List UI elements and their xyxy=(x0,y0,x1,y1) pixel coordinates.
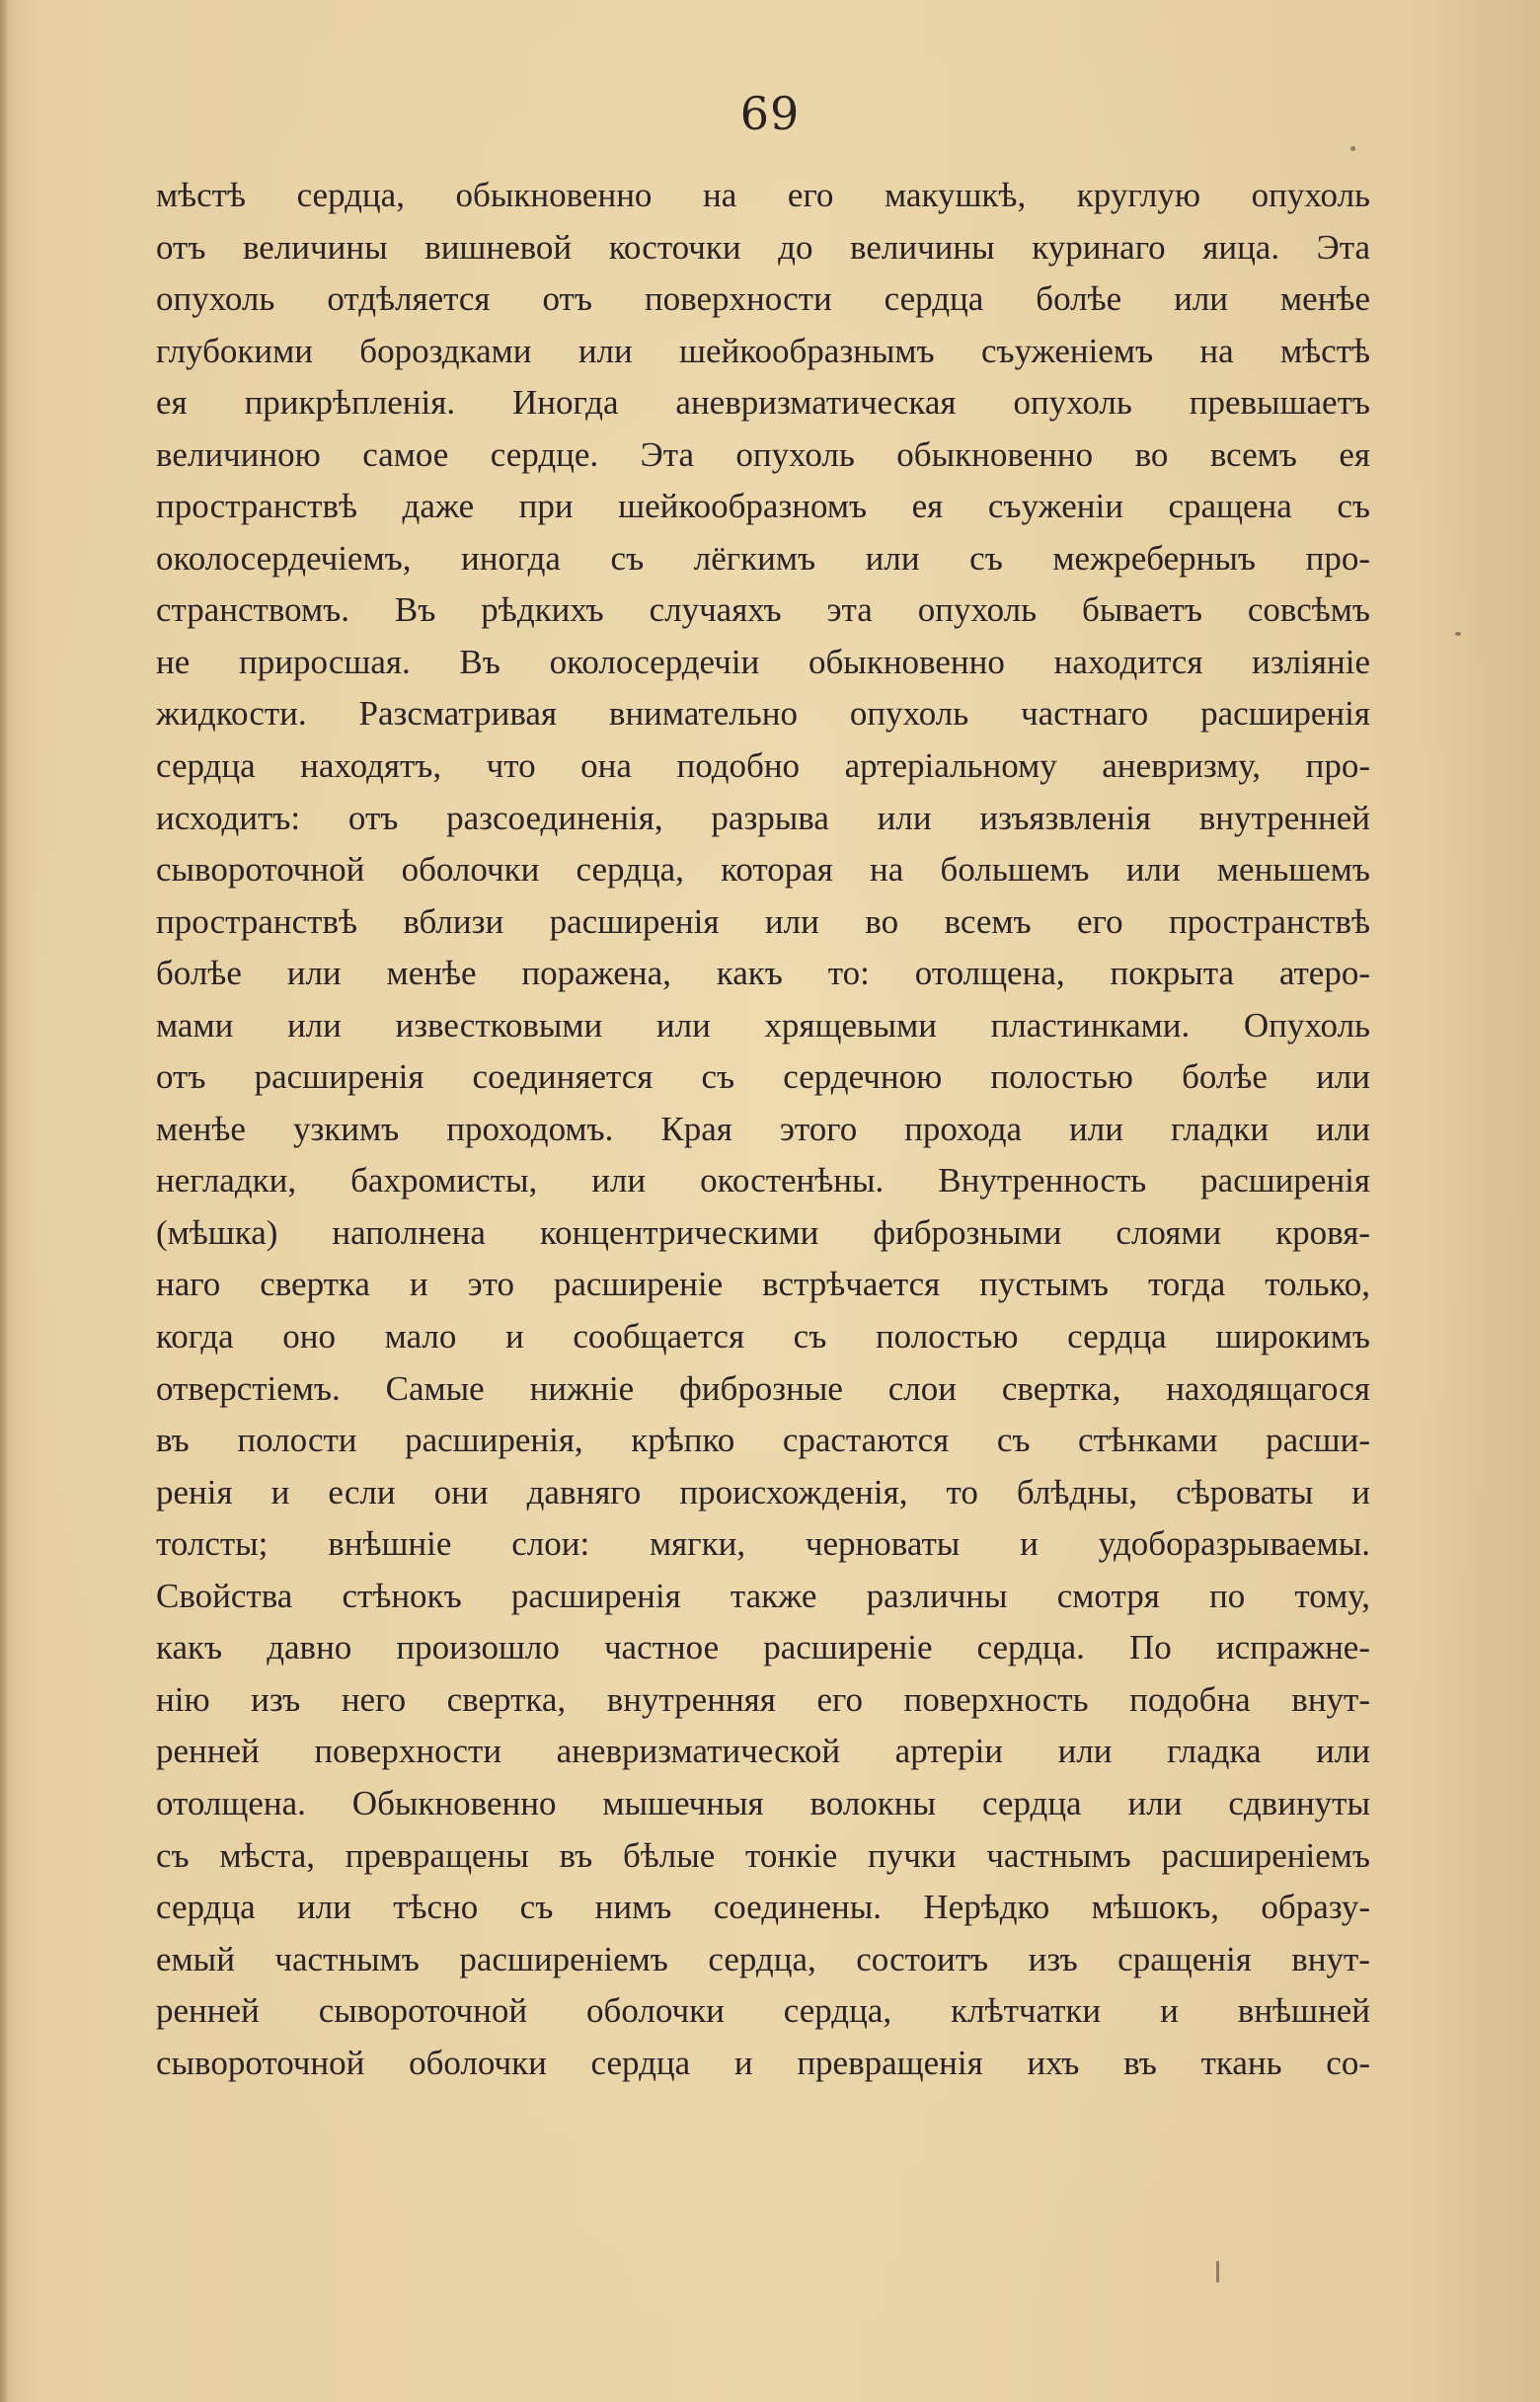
text-line: отъ величины вишневой косточки до величины куринаго яица. Эта xyxy=(156,227,1370,267)
text-line: когда оно мало и сообщается съ полостью сердца широкимъ xyxy=(156,1317,1370,1356)
text-line: пространствѣ вблизи расширенія или во всемъ его пространствѣ xyxy=(156,901,1370,941)
text-line: негладки, бахромисты, или окостенѣны. Внутренность расширенія xyxy=(156,1161,1370,1201)
text-line: жидкости. Разсматривая внимательно опухоль частнаго расширенія xyxy=(156,694,1370,734)
text-line: исходитъ: отъ разсоединенія, разрыва или изъязвленія внутренней xyxy=(156,798,1370,837)
text-line: Свойства стѣнокъ расширенія также различны смотря по тому, xyxy=(156,1576,1370,1615)
paper-speck xyxy=(1216,2261,1219,2283)
text-line: странствомъ. Въ рѣдкихъ случаяхъ эта опухоль бываетъ совсѣмъ xyxy=(156,590,1370,630)
text-line: отолщена. Обыкновенно мышечныя волокны сердца или сдвинуты xyxy=(156,1783,1370,1822)
page-number: 69 xyxy=(739,87,801,140)
text-line: наго свертка и это расширеніе встрѣчается пустымъ тогда только, xyxy=(156,1265,1370,1304)
text-line: величиною самое сердце. Эта опухоль обыкновенно во всемъ ея xyxy=(156,434,1370,474)
text-line: ея прикрѣпленія. Иногда аневризматическая опухоль превышаетъ xyxy=(156,383,1370,423)
text-line: ренней поверхности аневризматической артеріи или гладка или xyxy=(156,1732,1370,1771)
text-line: сывороточной оболочки сердца, которая на большемъ или меньшемъ xyxy=(156,850,1370,890)
text-line: сывороточной оболочки сердца и превращенія ихъ въ ткань со- xyxy=(156,2043,1370,2082)
text-line: емый частнымъ расширеніемъ сердца, состоитъ изъ сращенія внут- xyxy=(156,1939,1370,1978)
body-text xyxy=(156,170,1370,2089)
paper-speck xyxy=(1350,146,1355,151)
text-line: опухоль отдѣляется отъ поверхности сердца болѣе или менѣе xyxy=(156,279,1370,319)
text-line: глубокими бороздками или шейкообразнымъ съуженіемъ на мѣстѣ xyxy=(156,331,1370,370)
text-line: отъ расширенія соединяется съ сердечною полостью болѣе или xyxy=(156,1057,1370,1097)
text-line: околосердечіемъ, иногда съ лёгкимъ или съ межреберныъ про- xyxy=(156,538,1370,578)
paper-speck xyxy=(1455,632,1461,636)
text-line: не приросшая. Въ околосердечіи обыкновенно находится изліяніе xyxy=(156,642,1370,681)
text-line: нію изъ него свертка, внутренняя его поверхность подобна внут- xyxy=(156,1679,1370,1719)
text-line: пространствѣ даже при шейкообразномъ ея съуженіи сращена съ xyxy=(156,487,1370,526)
text-line: въ полости расширенія, крѣпко срастаются съ стѣнками расши- xyxy=(156,1421,1370,1460)
text-line: сердца находятъ, что она подобно артеріальному аневризму, про- xyxy=(156,746,1370,786)
text-line: мами или известковыми или хрящевыми пластинками. Опухоль xyxy=(156,1005,1370,1045)
page-edge-shadow xyxy=(0,0,8,2402)
text-line: съ мѣста, превращены въ бѣлые тонкіе пучки частнымъ расширеніемъ xyxy=(156,1835,1370,1875)
text-line: какъ давно произошло частное расширеніе сердца. По испражне- xyxy=(156,1628,1370,1667)
text-line: (мѣшка) наполнена концентрическими фиброзными слоями кровя- xyxy=(156,1212,1370,1252)
text-line: мѣстѣ сердца, обыкновенно на его макушкѣ, круглую опухоль xyxy=(156,176,1370,214)
text-line: толсты; внѣшніе слои: мягки, черноваты и удоборазрываемы. xyxy=(156,1524,1370,1564)
text-line: отверстіемъ. Самые нижніе фиброзные слои свертка, находящагося xyxy=(156,1368,1370,1408)
text-line: сердца или тѣсно съ нимъ соединены. Нерѣдко мѣшокъ, образу- xyxy=(156,1888,1370,1927)
text-line: болѣе или менѣе поражена, какъ то: отолщена, покрыта атеро- xyxy=(156,954,1370,993)
text-line: ренней сывороточной оболочки сердца, клѣтчатки и внѣшней xyxy=(156,1991,1370,2031)
text-line: менѣе узкимъ проходомъ. Края этого прохода или гладки или xyxy=(156,1109,1370,1148)
text-line: ренія и если они давняго происхожденія, то блѣдны, сѣроваты и xyxy=(156,1472,1370,1511)
